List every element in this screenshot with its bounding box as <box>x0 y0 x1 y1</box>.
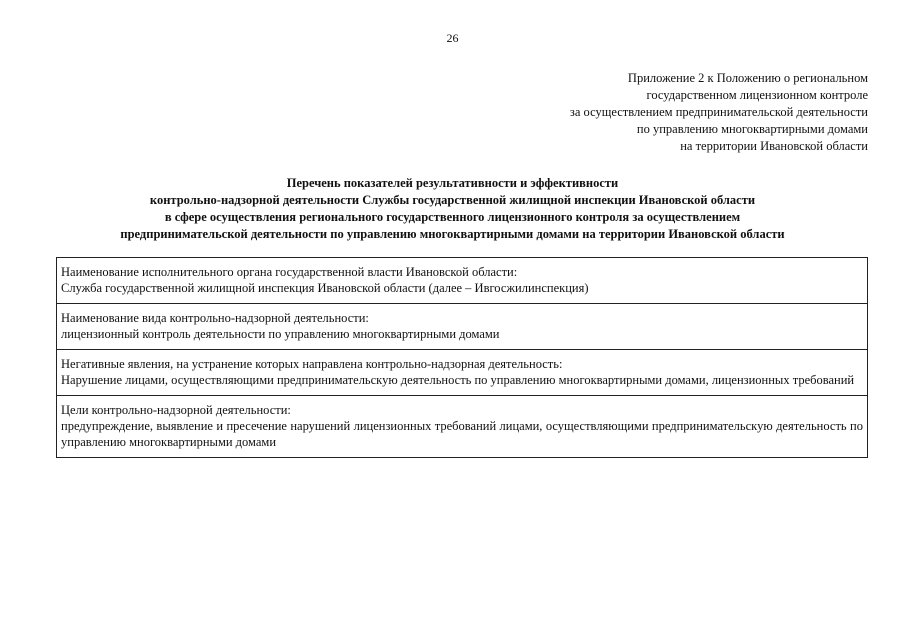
title-line: контрольно-надзорной деятельности Службы государственной жилищной инспекции Ивановской области <box>149 193 756 207</box>
row-label: Негативные явления, на устранение которых направлена контрольно-надзорная деятельность: <box>61 357 563 371</box>
appendix-line: за осуществлением предпринимательской деятельности <box>569 105 868 119</box>
row-value: Служба государственной жилищной инспекция Ивановской области (далее – Ивгосжилинспекция) <box>61 281 589 295</box>
appendix-line: Приложение 2 к Положению о региональном <box>627 71 868 85</box>
row-value: предупреждение, выявление и пресечение нарушений лицензионных требований лицами, осуществляющими предпринимательскую деятельность по управлению многоквартирными домами <box>61 419 863 449</box>
table-row <box>57 304 868 350</box>
title-line: предпринимательской деятельности по управлению многоквартирными домами на территории Ивановской области <box>120 227 785 241</box>
table-cell <box>57 258 868 304</box>
document-title <box>0 175 905 243</box>
table-cell <box>57 304 868 350</box>
appendix-line: на территории Ивановской области <box>680 139 868 153</box>
row-value: Нарушение лицами, осуществляющими предпринимательскую деятельность по управлению многоквартирными домами, лицензионных требований <box>61 373 855 387</box>
table-row <box>57 396 868 458</box>
appendix-header <box>570 70 868 155</box>
title-line: Перечень показателей результативности и эффективности <box>286 176 619 190</box>
table-row <box>57 258 868 304</box>
row-label: Наименование вида контрольно-надзорной деятельности: <box>61 311 369 325</box>
title-line: в сфере осуществления регионального государственного лицензионного контроля за осуществлением <box>164 210 741 224</box>
row-value: лицензионный контроль деятельности по управлению многоквартирными домами <box>61 327 500 341</box>
indicators-table <box>56 257 868 458</box>
row-label: Наименование исполнительного органа государственной власти Ивановской области: <box>61 265 518 279</box>
table-cell <box>57 350 868 396</box>
table-row <box>57 350 868 396</box>
appendix-line: государственном лицензионном контроле <box>646 88 868 102</box>
page-number: 26 <box>446 31 459 45</box>
row-label: Цели контрольно-надзорной деятельности: <box>61 403 291 417</box>
table-cell <box>57 396 868 458</box>
appendix-line: по управлению многоквартирными домами <box>636 122 868 136</box>
